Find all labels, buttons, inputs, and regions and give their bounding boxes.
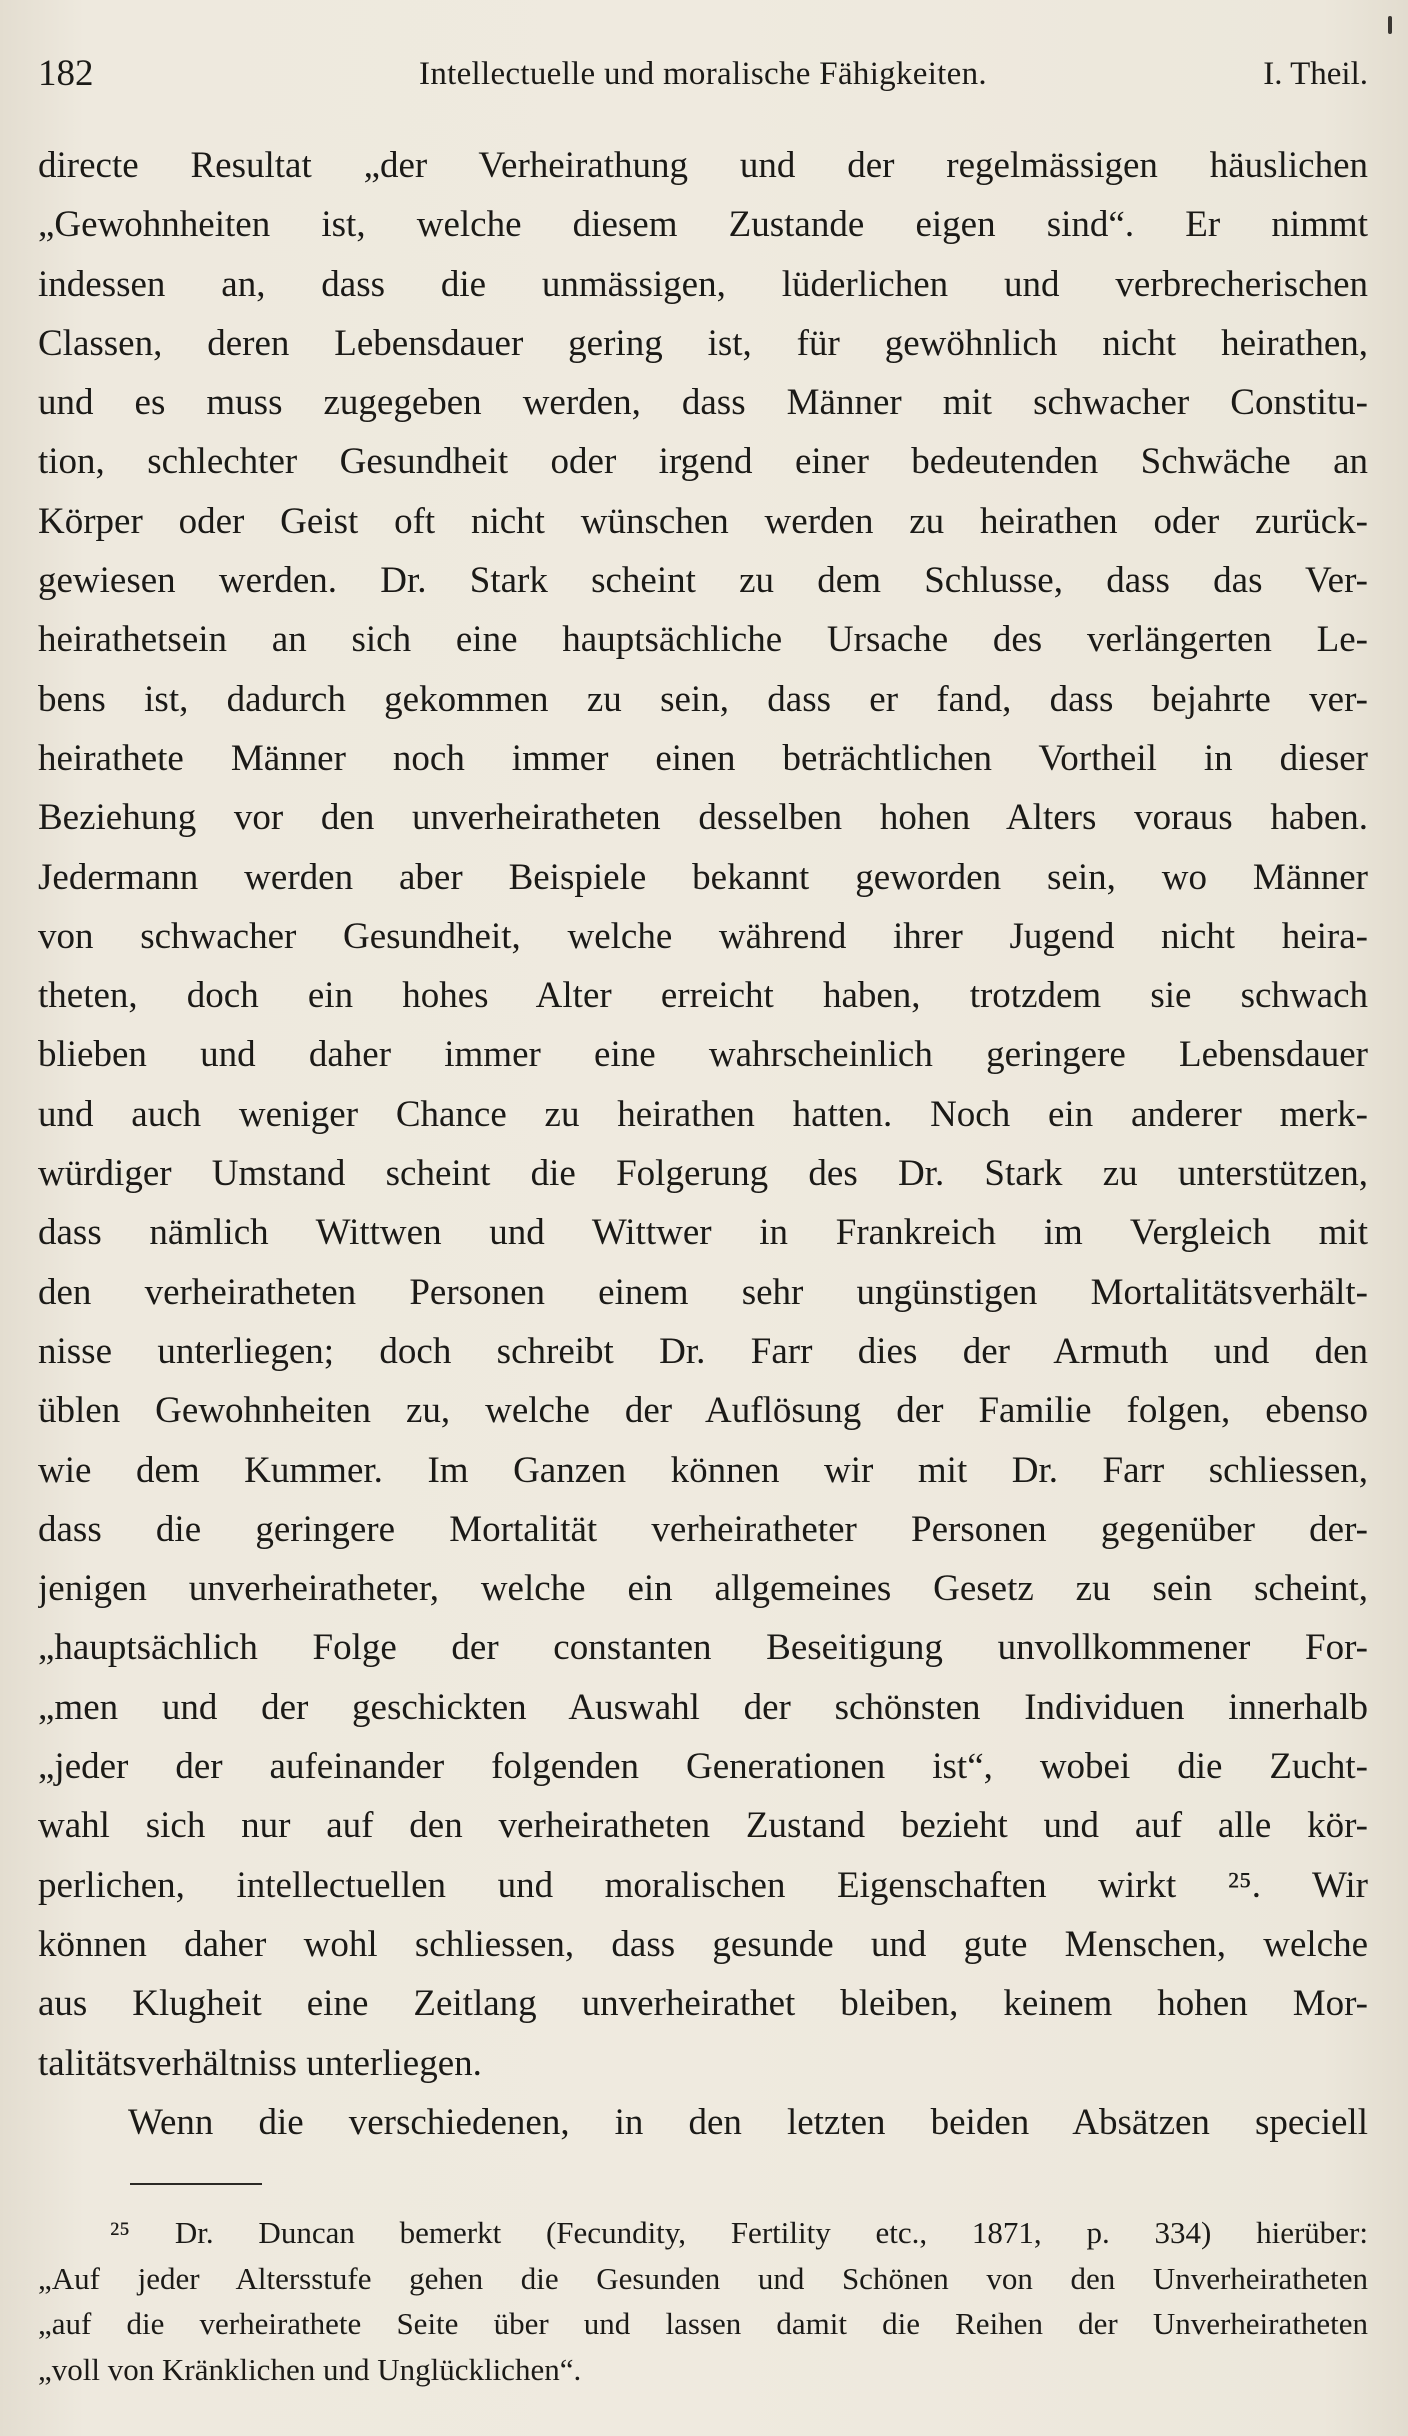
footnote <box>38 2210 1368 2392</box>
body-line: von schwacher Gesundheit, welche während ihrer Jugend nicht heira- <box>38 915 1368 957</box>
body-line: „Gewohnheiten ist, welche diesem Zustande eigen sind“. Er nimmt <box>38 204 1368 246</box>
body-line: Classen, deren Lebensdauer gering ist, für gewöhnlich nicht heirathen, <box>38 322 1368 364</box>
footnote-line: „voll von Kränklichen und Unglücklichen“. <box>38 2351 582 2387</box>
body-line: „men und der geschickten Auswahl der schönsten Individuen innerhalb <box>38 1686 1368 1728</box>
body-line: können daher wohl schliessen, dass gesunde und gute Menschen, welche <box>38 1923 1368 1965</box>
body-line: Körper oder Geist oft nicht wünschen werden zu heirathen oder zurück- <box>38 500 1368 542</box>
body-line: heirathetsein an sich eine hauptsächliche Ursache des verlängerten Le- <box>38 619 1368 661</box>
body-line: heirathete Männer noch immer einen beträchtlichen Vortheil in dieser <box>38 737 1368 779</box>
part-label: I. Theil. <box>1263 56 1368 92</box>
body-line: Jedermann werden aber Beispiele bekannt geworden sein, wo Männer <box>38 856 1368 898</box>
page-edge-mark <box>1388 16 1392 34</box>
body-line: indessen an, dass die unmässigen, lüderlichen und verbrecherischen <box>38 263 1368 305</box>
body-line: bens ist, dadurch gekommen zu sein, dass er fand, dass bejahrte ver- <box>38 678 1368 720</box>
footnote-line: „Auf jeder Altersstufe gehen die Gesunden und Schönen von den Unverheiratheten <box>38 2260 1368 2296</box>
footnote-line: „auf die verheirathete Seite über und lassen damit die Reihen der Unverheiratheten <box>38 2306 1368 2341</box>
body-line: jenigen unverheiratheter, welche ein allgemeines Gesetz zu sein scheint, <box>38 1568 1368 1610</box>
body-line: perlichen, intellectuellen und moralischen Eigenschaften wirkt ²⁵. Wir <box>38 1864 1368 1906</box>
body-line: blieben und daher immer eine wahrscheinlich geringere Lebensdauer <box>38 1034 1368 1076</box>
body-line: wie dem Kummer. Im Ganzen können wir mit Dr. Farr schliessen, <box>38 1449 1368 1491</box>
body-line: Beziehung vor den unverheiratheten desselben hohen Alters voraus haben. <box>38 797 1368 839</box>
footnote-divider <box>130 2183 262 2185</box>
body-line: dass nämlich Wittwen und Wittwer in Frankreich im Vergleich mit <box>38 1212 1368 1254</box>
body-line: würdiger Umstand scheint die Folgerung des Dr. Stark zu unterstützen, <box>38 1153 1368 1195</box>
body-line: üblen Gewohnheiten zu, welche der Auflösung der Familie folgen, ebenso <box>38 1390 1368 1432</box>
paragraph-start-line: Wenn die verschiedenen, in den letzten beiden Absätzen speciell <box>128 2101 1368 2143</box>
body-text <box>38 136 1368 2152</box>
page-number: 182 <box>38 53 94 94</box>
body-line: den verheiratheten Personen einem sehr ungünstigen Mortalitätsverhält- <box>38 1271 1368 1313</box>
page-header <box>38 44 1368 104</box>
body-line: dass die geringere Mortalität verheiratheter Personen gegenüber der- <box>38 1508 1368 1550</box>
body-line: tion, schlechter Gesundheit oder irgend einer bedeutenden Schwäche an <box>38 441 1368 483</box>
body-line: gewiesen werden. Dr. Stark scheint zu dem Schlusse, dass das Ver- <box>38 560 1368 602</box>
body-line: wahl sich nur auf den verheiratheten Zustand bezieht und auf alle kör- <box>38 1805 1368 1847</box>
paragraph-end-line: talitätsverhältniss unterliegen. <box>38 2042 482 2084</box>
body-line: und auch weniger Chance zu heirathen hatten. Noch ein anderer merk- <box>38 1093 1368 1135</box>
footnote-line: ²⁵ Dr. Duncan bemerkt (Fecundity, Fertility etc., 1871, p. 334) hierüber: <box>110 2215 1368 2250</box>
body-line: „hauptsächlich Folge der constanten Beseitigung unvollkommener For- <box>38 1627 1368 1669</box>
running-title: Intellectuelle und moralische Fähigkeiten. <box>419 56 987 92</box>
body-line: und es muss zugegeben werden, dass Männer mit schwacher Constitu- <box>38 382 1368 424</box>
body-line: aus Klugheit eine Zeitlang unverheirathet bleiben, keinem hohen Mor- <box>38 1983 1368 2025</box>
body-line: theten, doch ein hohes Alter erreicht haben, trotzdem sie schwach <box>38 975 1368 1017</box>
body-line: directe Resultat „der Verheirathung und der regelmässigen häuslichen <box>38 145 1368 186</box>
body-line: „jeder der aufeinander folgenden Generationen ist“, wobei die Zucht- <box>38 1746 1368 1788</box>
body-line: nisse unterliegen; doch schreibt Dr. Farr dies der Armuth und den <box>38 1330 1368 1372</box>
